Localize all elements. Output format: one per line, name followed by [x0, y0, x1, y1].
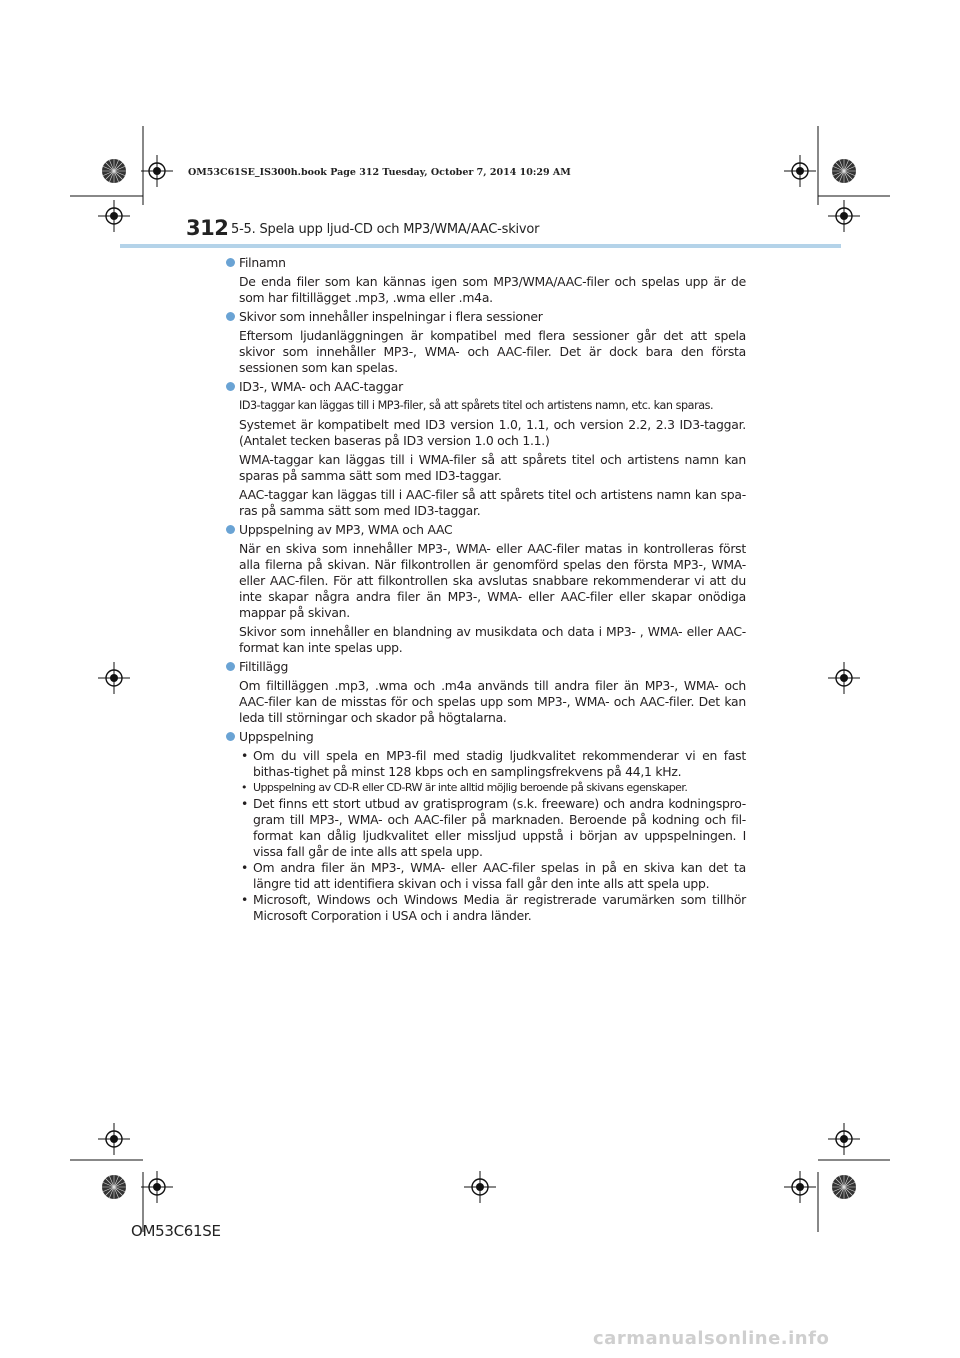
paragraph: AAC-taggar kan läggas till i AAC-filer så att spårets titel och artistens namn kan spa-ras på samma sätt som med ID3-taggar. [239, 487, 746, 518]
item-title: Skivor som innehåller inspelningar i flera sessioner [239, 309, 543, 324]
item-playback-formats [226, 522, 746, 656]
item-playback [226, 729, 746, 924]
bullet-icon [226, 525, 235, 534]
paragraph: Eftersom ljudanläggningen är kompatibel med flera sessioner går det att spela skivor som innehåller MP3-, WMA- och AAC-filer. Det är dock bara den första sessionen som kan spelas. [239, 328, 746, 375]
note-text: Det finns ett stort utbud av gratisprogram (s.k. freeware) och andra kodningspro-gram till MP3-, WMA- och AAC-filer på marknaden. Beroende på kodning och fil-format kan dålig ljudkvalitet eller missljud uppstå i början av uppspelningen. I vissa fall går de inte alls att spela upp. [253, 796, 746, 859]
item-title: Filtillägg [239, 659, 289, 674]
item-title: ID3-, WMA- och AAC-taggar [239, 379, 403, 394]
item-file-extension [226, 659, 746, 726]
paragraph: ID3-taggar kan läggas till i MP3-filer, så att spårets titel och artistens namn, etc. kan sparas. [239, 399, 714, 412]
bullet-icon [226, 258, 235, 267]
note-list [226, 748, 746, 924]
item-multisession [226, 309, 746, 376]
bullet-icon [226, 382, 235, 391]
print-header: OM53C61SE_IS300h.book Page 312 Tuesday, October 7, 2014 10:29 AM [188, 167, 571, 178]
bullet-icon [226, 312, 235, 321]
note-item: • Om andra filer än MP3-, WMA- eller AAC-filer spelas in på en skiva kan det ta längre tid att identifiera skivan och i vissa fall går den inte alls att spela upp. [241, 860, 746, 891]
header-rule [120, 244, 841, 248]
item-tags [226, 379, 746, 519]
item-title: Filnamn [239, 255, 286, 270]
paragraph: När en skiva som innehåller MP3-, WMA- eller AAC-filer matas in kontrolleras först alla filerna på skivan. När filkontrollen är genomförd spelas den första MP3-, WMA- eller AAC-filen. För att filkontrollen ska avslutas snabbare rekommenderar vi att du inte skapar några andra filer än MP3-, WMA- eller AAC-filer eller skapar onödiga mappar på skivan. [239, 541, 746, 620]
item-filename [226, 255, 746, 306]
note-item: • Uppspelning av CD-R eller CD-RW är inte alltid möjlig beroende på skivans egenskaper. [241, 781, 688, 794]
paragraph: Skivor som innehåller en blandning av musikdata och data i MP3- , WMA- eller AAC-format kan inte spelas upp. [239, 624, 746, 655]
paragraph: WMA-taggar kan läggas till i WMA-filer så att spårets titel och artistens namn kan sparas på samma sätt som med ID3-taggar. [239, 452, 746, 483]
paragraph: De enda filer som kan kännas igen som MP3/WMA/AAC-filer och spelas upp är de som har filtillägget .mp3, .wma eller .m4a. [239, 274, 746, 305]
note-item: • Det finns ett stort utbud av gratisprogram (s.k. freeware) och andra kodningspro-gram till MP3-, WMA- och AAC-filer på marknaden. Beroende på kodning och fil-format kan dålig ljudkvalitet eller missljud uppstå i början av uppspelningen. I vissa fall går de inte alls att spela upp. [241, 796, 746, 859]
note-text: Om andra filer än MP3-, WMA- eller AAC-filer spelas in på en skiva kan det ta längre tid att identifiera skivan och i vissa fall går den inte alls att spela upp. [253, 860, 746, 891]
content [226, 255, 746, 927]
note-text: Uppspelning av CD-R eller CD-RW är inte alltid möjlig beroende på skivans egenskaper. [253, 781, 688, 794]
bullet-icon [226, 732, 235, 741]
page-number: 312 [186, 216, 229, 240]
footer-code: OM53C61SE [131, 1222, 221, 1240]
paragraph: Om filtilläggen .mp3, .wma och .m4a används till andra filer än MP3-, WMA- och AAC-filer kan de misstas för och spelas upp som MP3-, WMA- och AAC-filer. Det kan leda till störningar och skador på högtalarna. [239, 678, 746, 725]
bullet-icon [226, 662, 235, 671]
item-title: Uppspelning av MP3, WMA och AAC [239, 522, 453, 537]
note-text: Om du vill spela en MP3-fil med stadig ljudkvalitet rekommenderar vi en fast bithas-tighet på minst 128 kbps och en samplingsfrekvens på 44,1 kHz. [253, 748, 746, 779]
note-item: • Om du vill spela en MP3-fil med stadig ljudkvalitet rekommenderar vi en fast bithas-tighet på minst 128 kbps och en samplingsfrekvens på 44,1 kHz. [241, 748, 746, 779]
section-title: 5-5. Spela upp ljud-CD och MP3/WMA/AAC-skivor [231, 222, 540, 237]
item-title: Uppspelning [239, 729, 314, 744]
note-item: • Microsoft, Windows och Windows Media är registrerade varumärken som tillhör Microsoft Corporation i USA och i andra länder. [241, 892, 746, 923]
paragraph: Systemet är kompatibelt med ID3 version 1.0, 1.1, och version 2.2, 2.3 ID3-taggar. (Antalet tecken baseras på ID3 version 1.0 och 1.1.) [239, 417, 746, 448]
note-text: Microsoft, Windows och Windows Media är registrerade varumärken som tillhör Microsoft Corporation i USA och i andra länder. [253, 892, 746, 923]
watermark: carmanualsonline.info [593, 1328, 830, 1349]
